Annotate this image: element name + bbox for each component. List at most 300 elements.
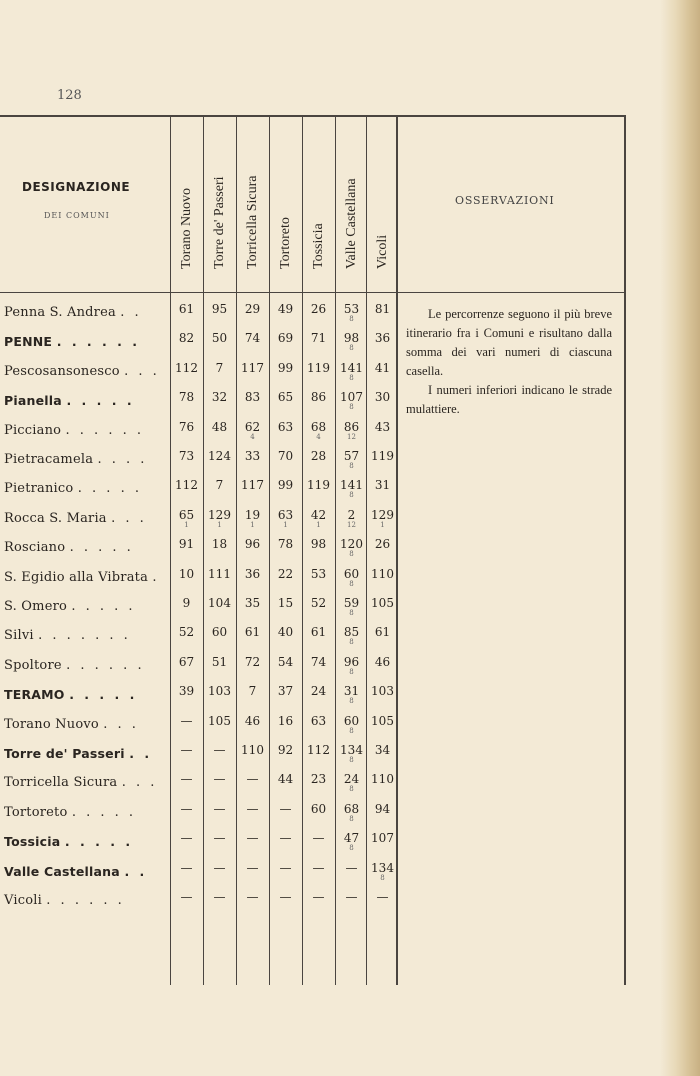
distance-cell: [170, 361, 203, 375]
distance-cell: [170, 655, 203, 669]
comune-label: Silvi: [4, 628, 34, 644]
leader-dots: . . . . . . .: [38, 628, 131, 644]
leader-dots: . . . . .: [77, 481, 142, 497]
leader-dots: . . . . .: [64, 834, 134, 850]
comune-name: [4, 423, 144, 438]
distance-value: —: [180, 890, 193, 904]
distance-value: 86: [343, 419, 360, 434]
mule-track-value: 4: [316, 432, 321, 441]
distance-cell: [269, 625, 302, 639]
comune-label: Rocca S. Maria: [4, 510, 107, 526]
distance-value: 72: [244, 654, 261, 669]
table-row: [0, 829, 400, 858]
page-number: 128: [57, 88, 82, 103]
distance-cell: [236, 420, 269, 441]
column-header-label: Torano Nuovo: [178, 187, 194, 269]
distance-cell: [366, 361, 399, 375]
leader-dots: . . . . . .: [46, 893, 125, 908]
distance-value: 98: [310, 537, 327, 552]
leader-dots: .: [152, 569, 160, 585]
distance-cell: [335, 772, 368, 793]
distance-value: 52: [178, 625, 195, 640]
table-row: [0, 388, 400, 417]
distance-cell: [302, 302, 335, 316]
distance-value: 99: [277, 478, 294, 493]
distance-cell: [269, 743, 302, 757]
distance-cell: [335, 390, 368, 411]
distance-value: 63: [310, 713, 327, 728]
column-header: [335, 118, 368, 293]
distance-value: —: [213, 831, 226, 846]
dei-comuni-heading: DEI COMUNI: [44, 211, 110, 220]
distance-value: 71: [310, 331, 327, 346]
distance-value: 112: [175, 478, 198, 493]
distance-cell: [203, 449, 236, 463]
distance-value: 141: [340, 360, 363, 375]
distance-value: —: [213, 860, 226, 875]
distance-cell: [170, 714, 203, 728]
table-row: [0, 329, 400, 358]
distance-cell: [203, 890, 236, 904]
distance-cell: [236, 449, 269, 463]
distance-cell: [366, 743, 399, 757]
comune-label: Vicoli: [4, 893, 42, 908]
distance-value: 103: [208, 684, 231, 699]
distance-cell: [269, 772, 302, 786]
leader-dots: . . . . .: [69, 540, 134, 556]
distance-value: 120: [340, 537, 363, 552]
mule-track-value: 8: [349, 697, 354, 706]
distance-value: 78: [277, 537, 294, 552]
table-row: [0, 594, 400, 623]
top-rule: [0, 115, 625, 117]
distance-value: 47: [343, 831, 360, 846]
distance-value: 61: [310, 625, 327, 640]
distance-value: 26: [374, 537, 391, 552]
distance-value: 2: [347, 507, 356, 522]
leader-dots: . .: [124, 863, 148, 879]
distance-value: —: [312, 831, 325, 846]
distance-cell: [335, 537, 368, 558]
comune-label: Valle Castellana: [4, 863, 120, 879]
distance-cell: [170, 772, 203, 786]
distance-value: 37: [277, 684, 294, 699]
distance-value: 36: [374, 331, 391, 346]
table-row: [0, 300, 400, 329]
distance-value: 61: [244, 625, 261, 640]
distance-value: 19: [244, 507, 261, 522]
distance-cell: [269, 861, 302, 875]
distance-value: 68: [310, 419, 327, 434]
comune-label: TERAMO: [4, 687, 65, 703]
mule-track-value: 8: [349, 785, 354, 794]
table-row: [0, 770, 400, 799]
distance-cell: [302, 861, 335, 875]
distance-value: 98: [343, 331, 360, 346]
distance-value: 9: [182, 596, 191, 610]
distance-value: 39: [178, 684, 195, 699]
comune-label: Pietracamela: [4, 452, 94, 467]
distance-value: 48: [211, 419, 228, 434]
comune-label: Pietranico: [4, 481, 74, 497]
distance-cell: [366, 420, 399, 434]
distance-cell: [302, 390, 335, 404]
distance-value: 112: [175, 360, 198, 375]
distance-cell: [170, 449, 203, 463]
distance-cell: [366, 596, 399, 610]
distance-cell: [302, 890, 335, 904]
distance-cell: [302, 508, 335, 529]
comune-label: Torano Nuovo: [4, 716, 99, 732]
distance-value: 110: [371, 772, 394, 787]
mule-track-value: 8: [349, 403, 354, 412]
distance-cell: [269, 596, 302, 610]
distance-cell: [236, 684, 269, 698]
distance-cell: [170, 596, 203, 610]
distance-value: 49: [277, 302, 294, 316]
column-header: [203, 118, 236, 293]
comune-name: [4, 687, 137, 702]
mule-track-value: 8: [349, 315, 354, 323]
mule-track-value: 1: [250, 520, 255, 529]
distance-cell: [269, 684, 302, 698]
distance-cell: [335, 508, 368, 529]
distance-cell: [302, 831, 335, 845]
distance-value: 24: [310, 684, 327, 699]
distance-cell: [203, 331, 236, 345]
distance-cell: [269, 567, 302, 581]
distance-cell: [366, 302, 399, 316]
distance-cell: [236, 567, 269, 581]
distance-value: 119: [371, 449, 394, 463]
distance-cell: [366, 625, 399, 639]
distance-value: 91: [178, 537, 195, 552]
table-row: [0, 741, 400, 770]
distance-value: —: [279, 831, 292, 846]
distance-cell: [335, 714, 368, 735]
distance-cell: [269, 508, 302, 529]
distance-value: 129: [371, 507, 394, 522]
distance-cell: [170, 890, 203, 904]
distance-value: 52: [310, 596, 327, 610]
distance-cell: [335, 802, 368, 823]
distance-value: —: [376, 890, 389, 904]
distance-value: 32: [211, 390, 228, 405]
mule-track-value: 8: [380, 873, 385, 882]
distance-cell: [302, 449, 335, 463]
distance-value: 35: [244, 596, 261, 610]
distance-value: —: [279, 890, 292, 904]
observations-text: [406, 305, 612, 419]
distance-value: —: [279, 860, 292, 875]
distance-value: 96: [343, 654, 360, 669]
comune-label: PENNE: [4, 334, 53, 350]
distance-cell: [366, 714, 399, 728]
distance-value: 53: [343, 302, 360, 316]
distance-value: 40: [277, 625, 294, 640]
right-rule: [624, 115, 626, 985]
distance-value: 124: [208, 449, 231, 463]
distance-value: 83: [244, 390, 261, 405]
mule-track-value: 8: [349, 726, 354, 735]
distance-cell: [203, 831, 236, 845]
distance-cell: [203, 743, 236, 757]
distance-cell: [170, 331, 203, 345]
distance-value: —: [213, 801, 226, 816]
distance-cell: [269, 449, 302, 463]
comune-name: [4, 305, 142, 320]
distance-cell: [302, 537, 335, 551]
distance-value: 36: [244, 566, 261, 581]
distance-value: 105: [371, 596, 394, 610]
column-header-label: Tossicia: [310, 223, 326, 269]
distance-value: 129: [208, 507, 231, 522]
distance-cell: [236, 361, 269, 375]
distance-cell: [302, 655, 335, 669]
distance-cell: [302, 772, 335, 786]
comune-label: Torre de' Passeri: [4, 746, 125, 761]
distance-cell: [302, 684, 335, 698]
distance-cell: [366, 449, 399, 463]
distance-value: 65: [178, 507, 195, 522]
observation-paragraph: Le percorrenze seguono il più breve itinerario fra i Comuni e risultano dalla somma dei vari numeri di ciascuna casella.: [406, 307, 612, 378]
comune-name: [4, 805, 136, 820]
distance-cell: [269, 390, 302, 404]
distance-value: 24: [343, 772, 360, 787]
distance-value: 105: [371, 713, 394, 728]
distance-cell: [302, 478, 335, 492]
comune-name: [4, 364, 160, 379]
distance-cell: [366, 390, 399, 404]
distance-value: —: [213, 743, 226, 757]
distance-cell: [335, 478, 368, 499]
distance-value: 96: [244, 537, 261, 552]
table-row: [0, 476, 400, 505]
distance-value: —: [180, 801, 193, 816]
mule-track-value: 1: [316, 520, 321, 529]
comune-label: Rosciano: [4, 540, 66, 556]
distance-value: 31: [374, 478, 391, 493]
comune-label: Tortoreto: [4, 804, 68, 820]
comune-name: [4, 746, 152, 761]
distance-cell: [236, 478, 269, 492]
distance-value: 110: [241, 743, 264, 757]
mule-track-value: 8: [349, 373, 354, 382]
distance-value: 92: [277, 743, 294, 757]
comune-name: [4, 452, 147, 467]
distance-cell: [203, 802, 236, 816]
table-row: [0, 888, 400, 917]
distance-cell: [335, 684, 368, 705]
distance-cell: [170, 420, 203, 434]
osservazioni-heading: OSSERVAZIONI: [455, 194, 555, 207]
comune-name: [4, 511, 147, 526]
column-header: [302, 118, 335, 293]
distance-value: 43: [374, 419, 391, 434]
comune-name: [4, 540, 134, 555]
distance-value: 46: [374, 654, 391, 669]
distance-cell: [269, 802, 302, 816]
distance-cell: [302, 743, 335, 757]
distance-cell: [203, 302, 236, 316]
distance-cell: [335, 596, 368, 617]
distance-value: —: [279, 801, 292, 816]
distance-cell: [366, 831, 399, 845]
comune-label: Tossicia: [4, 834, 61, 850]
distance-value: 28: [310, 449, 327, 463]
distance-cell: [236, 831, 269, 845]
distance-value: 117: [241, 478, 264, 493]
distance-cell: [203, 537, 236, 551]
distance-value: 29: [244, 302, 261, 316]
distance-value: 94: [374, 801, 391, 816]
column-header-label: Valle Castellana: [343, 178, 359, 269]
distance-cell: [236, 655, 269, 669]
leader-dots: . . . . .: [66, 393, 135, 409]
comune-label: S. Egidio alla Vibrata: [4, 569, 149, 585]
distance-cell: [335, 361, 368, 382]
distance-cell: [302, 596, 335, 610]
distance-value: 18: [211, 537, 228, 552]
distance-cell: [203, 361, 236, 375]
mule-track-value: 8: [349, 609, 354, 617]
distance-cell: [203, 684, 236, 698]
distance-cell: [366, 331, 399, 345]
distance-cell: [203, 625, 236, 639]
comune-name: [4, 599, 136, 614]
distance-cell: [366, 537, 399, 551]
column-header: [269, 118, 302, 293]
distance-cell: [335, 420, 368, 441]
distance-cell: [269, 302, 302, 316]
distance-cell: [269, 714, 302, 728]
distance-value: 53: [310, 566, 327, 581]
column-header: [170, 118, 203, 293]
distance-value: 62: [244, 419, 261, 434]
distance-value: 7: [215, 360, 224, 375]
comune-label: Pescosansonesco: [4, 363, 120, 379]
distance-value: —: [246, 860, 259, 875]
distance-cell: [236, 802, 269, 816]
distance-cell: [366, 684, 399, 698]
distance-value: 104: [208, 596, 231, 610]
distance-cell: [335, 449, 368, 470]
distance-value: 57: [343, 449, 360, 463]
mule-track-value: 8: [349, 814, 354, 823]
comune-name: [4, 834, 133, 849]
distance-value: —: [213, 772, 226, 787]
comune-name: [4, 775, 157, 790]
column-header-label: Tortoreto: [277, 217, 293, 269]
mule-track-value: 1: [380, 520, 385, 529]
leader-dots: . . . . . .: [56, 334, 140, 350]
leader-dots: . .: [120, 305, 142, 320]
distance-value: —: [180, 743, 193, 757]
table-row: [0, 859, 400, 888]
mule-track-value: 8: [349, 844, 354, 853]
table-row: [0, 712, 400, 741]
distance-cell: [236, 302, 269, 316]
distance-cell: [236, 596, 269, 610]
distance-value: 111: [208, 566, 231, 581]
distance-value: 65: [277, 390, 294, 405]
distance-cell: [203, 567, 236, 581]
distance-value: —: [180, 860, 193, 875]
distance-value: 22: [277, 566, 294, 581]
mule-track-value: 1: [184, 520, 189, 529]
distance-cell: [203, 596, 236, 610]
distance-cell: [170, 802, 203, 816]
distance-value: 61: [178, 302, 195, 316]
distance-value: 60: [211, 625, 228, 640]
leader-dots: . . . . . .: [66, 657, 145, 673]
table-row: [0, 682, 400, 711]
comune-name: [4, 393, 135, 408]
distance-value: —: [246, 890, 259, 904]
leader-dots: . .: [129, 746, 153, 761]
leader-dots: . . . . . .: [65, 422, 144, 438]
distance-value: 74: [244, 331, 261, 346]
distance-cell: [203, 390, 236, 404]
distance-cell: [269, 478, 302, 492]
distance-cell: [366, 655, 399, 669]
comune-label: Torricella Sicura: [4, 775, 118, 791]
distance-cell: [170, 567, 203, 581]
distance-cell: [335, 331, 368, 352]
mule-track-value: 8: [349, 344, 354, 353]
comune-name: [4, 717, 139, 732]
distance-value: —: [180, 713, 193, 728]
distance-value: 42: [310, 507, 327, 522]
distance-value: 33: [244, 449, 261, 463]
distance-value: —: [312, 860, 325, 875]
distance-value: 85: [343, 625, 360, 640]
distance-value: 134: [340, 743, 363, 757]
distance-cell: [302, 361, 335, 375]
distance-value: 41: [374, 360, 391, 375]
distance-value: —: [312, 890, 325, 904]
distance-cell: [203, 655, 236, 669]
table-row: [0, 800, 400, 829]
distance-value: 23: [310, 772, 327, 787]
comune-name: [4, 893, 125, 908]
leader-dots: . . .: [103, 716, 139, 732]
mule-track-value: 8: [349, 667, 354, 676]
distance-value: 78: [178, 390, 195, 405]
distance-cell: [236, 714, 269, 728]
leader-dots: . . . . .: [71, 599, 136, 614]
distance-value: —: [213, 890, 226, 904]
table-row: [0, 418, 400, 447]
distance-value: 31: [343, 684, 360, 699]
leader-dots: . . . .: [97, 452, 148, 467]
distance-cell: [236, 890, 269, 904]
distance-value: 110: [371, 566, 394, 581]
mule-track-value: 8: [349, 638, 354, 647]
leader-dots: . . . . .: [71, 804, 137, 820]
distance-cell: [170, 390, 203, 404]
distance-cell: [170, 743, 203, 757]
comune-label: S. Omero: [4, 599, 68, 614]
distance-cell: [366, 861, 399, 882]
distance-value: 82: [178, 331, 195, 346]
distance-value: 70: [277, 449, 294, 463]
table-row: [0, 535, 400, 564]
distance-value: —: [246, 801, 259, 816]
distance-cell: [335, 743, 368, 764]
distance-value: 117: [241, 360, 264, 375]
distance-value: 95: [211, 302, 228, 316]
